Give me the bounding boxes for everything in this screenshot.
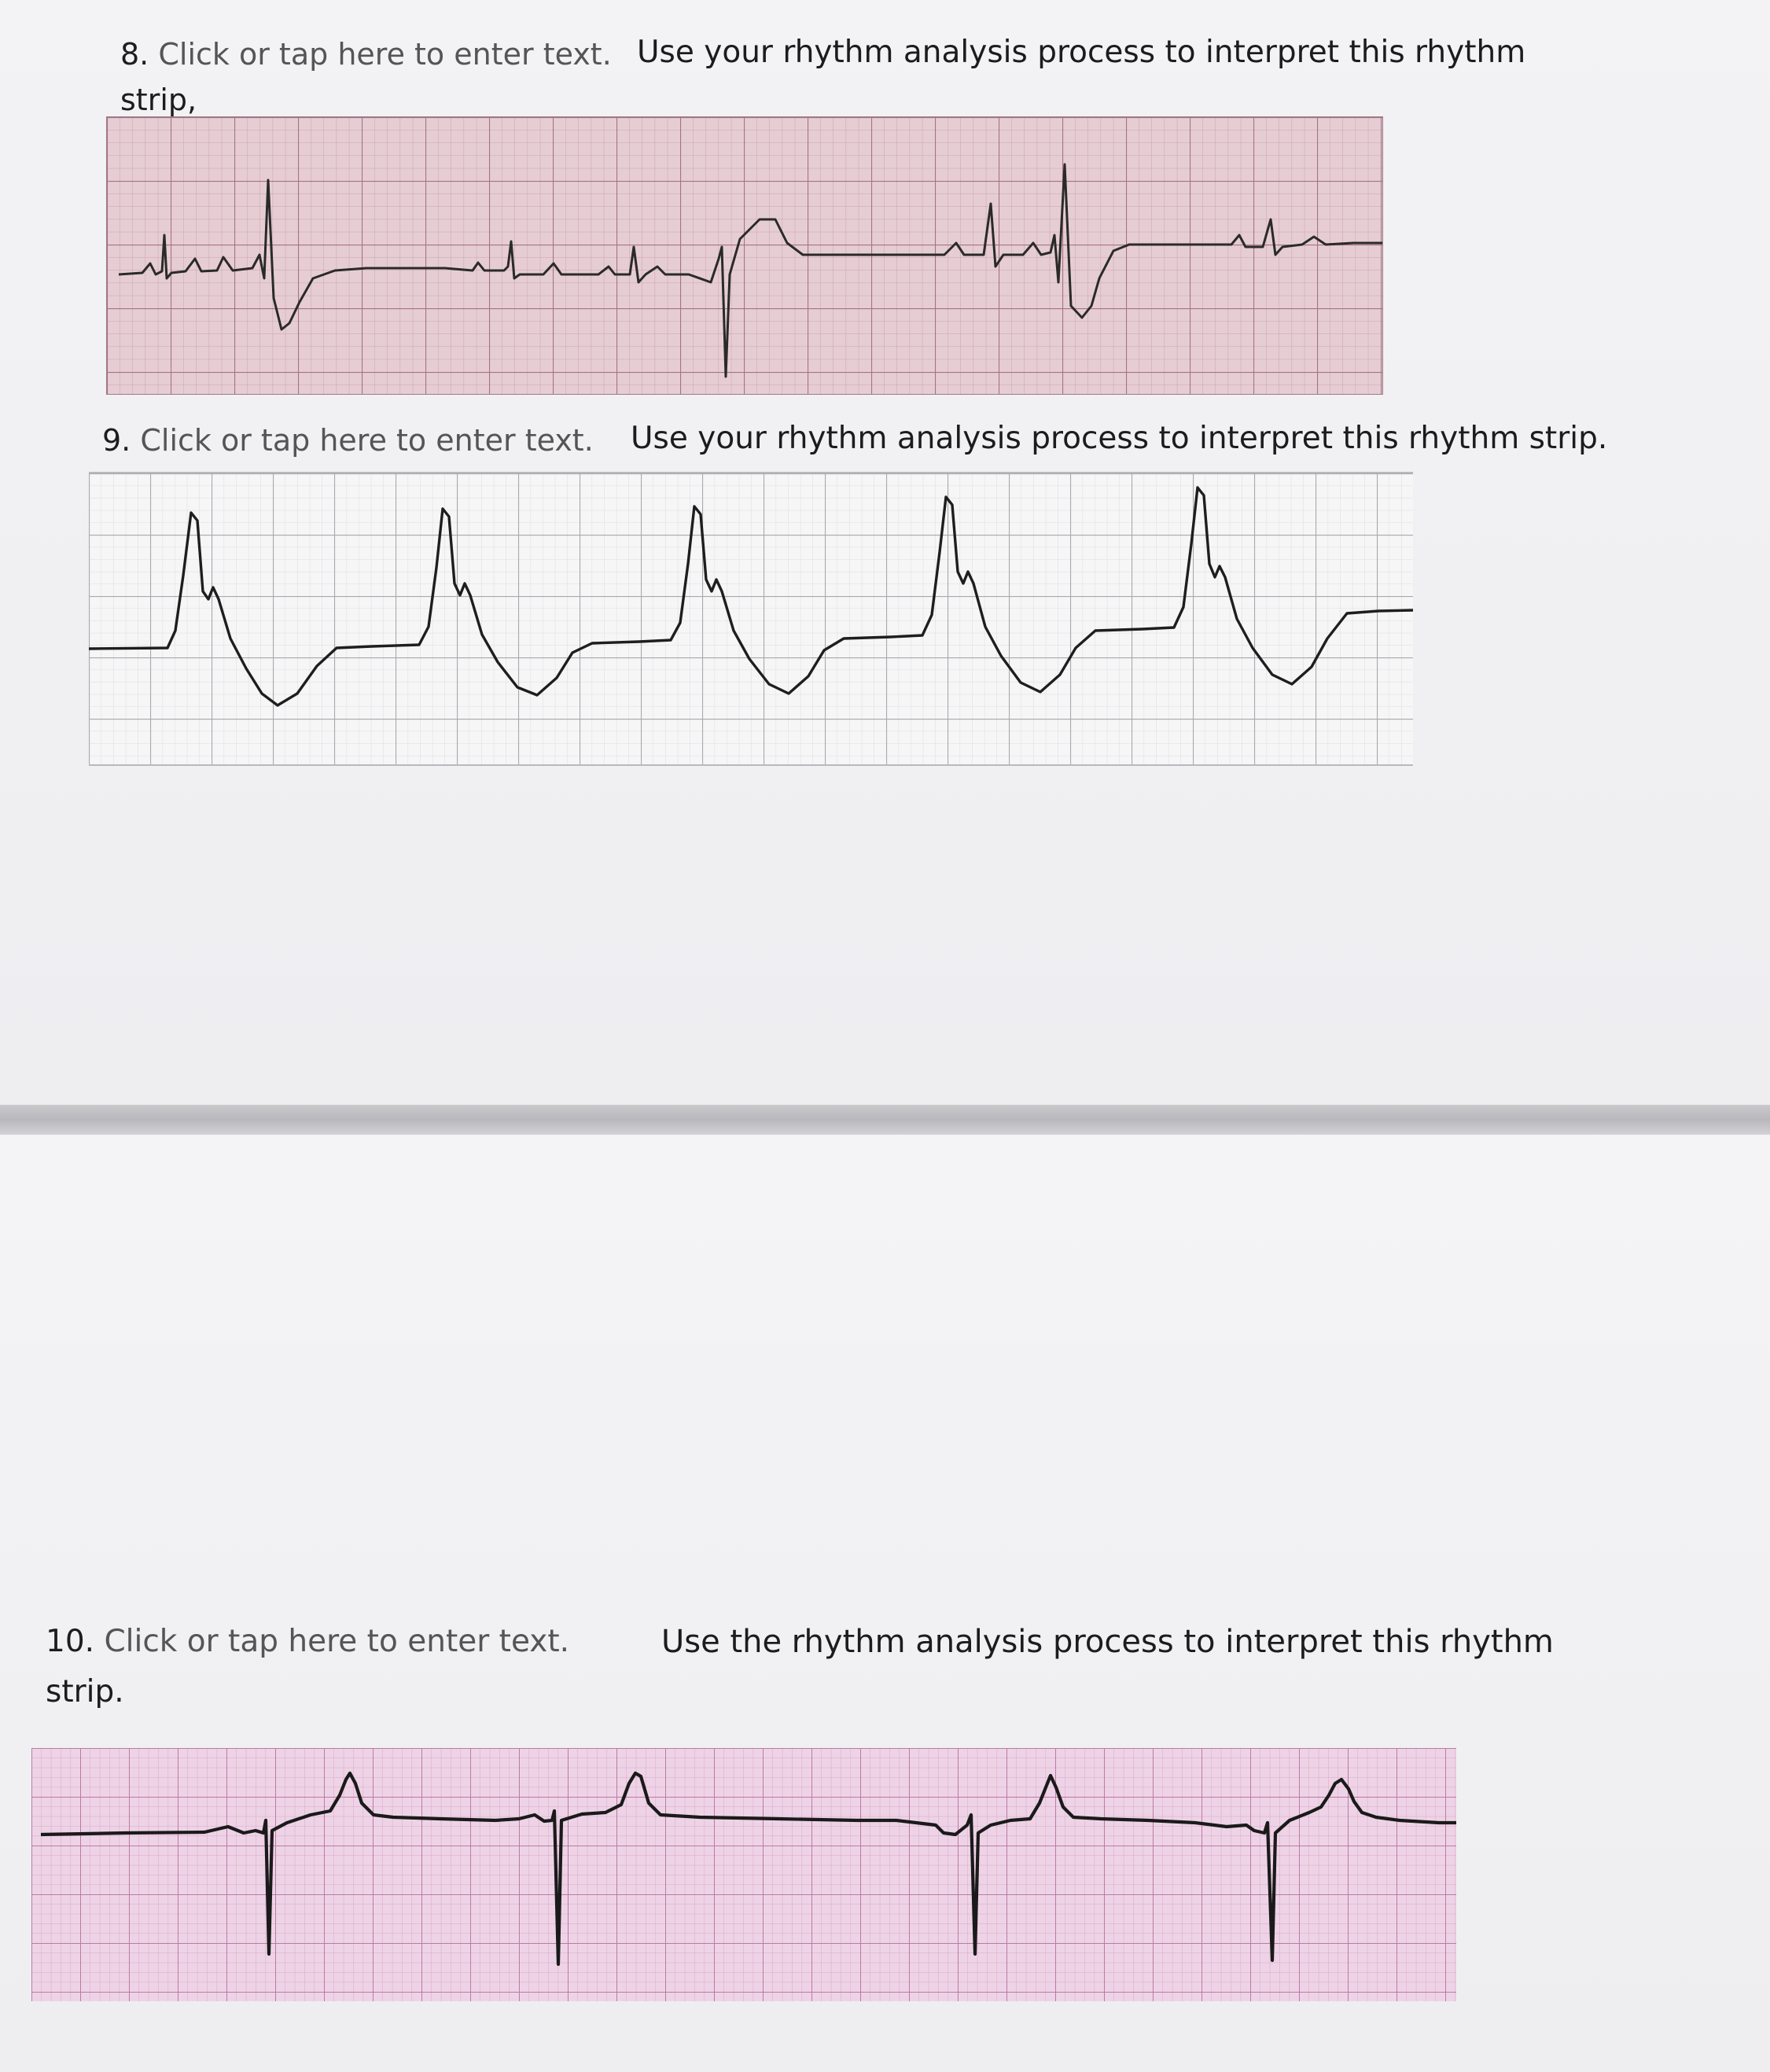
question-prompt: Use your rhythm analysis process to interpret this rhythm strip. xyxy=(631,421,1608,456)
page-break xyxy=(0,1105,1770,1135)
question-number: 8. xyxy=(120,37,149,72)
question-prompt-continuation: strip. xyxy=(46,1674,124,1709)
question-prompt-continuation: strip, xyxy=(120,83,197,117)
rhythm-strip-9 xyxy=(89,472,1413,766)
question-number: 9. xyxy=(102,423,131,458)
rhythm-strip-8 xyxy=(106,116,1383,395)
document-page-2 xyxy=(0,1135,1770,2072)
question-number: 10. xyxy=(46,1624,95,1659)
question-prompt: Use your rhythm analysis process to interpret this rhythm xyxy=(637,35,1526,70)
rhythm-strip-10 xyxy=(31,1748,1456,2001)
question-9 xyxy=(102,418,1608,463)
answer-placeholder-field[interactable]: Click or tap here to enter text. xyxy=(158,37,612,72)
ecg-strip-10-image xyxy=(31,1748,1456,2001)
question-10 xyxy=(46,1617,1697,1717)
question-prompt: Use the rhythm analysis process to interpret this rhythm xyxy=(661,1624,1554,1660)
ecg-strip-9-image xyxy=(89,473,1413,764)
answer-placeholder-field[interactable]: Click or tap here to enter text. xyxy=(140,423,594,458)
question-8 xyxy=(120,31,1526,123)
ecg-strip-8-image xyxy=(107,117,1382,394)
answer-placeholder-field[interactable]: Click or tap here to enter text. xyxy=(104,1624,570,1659)
